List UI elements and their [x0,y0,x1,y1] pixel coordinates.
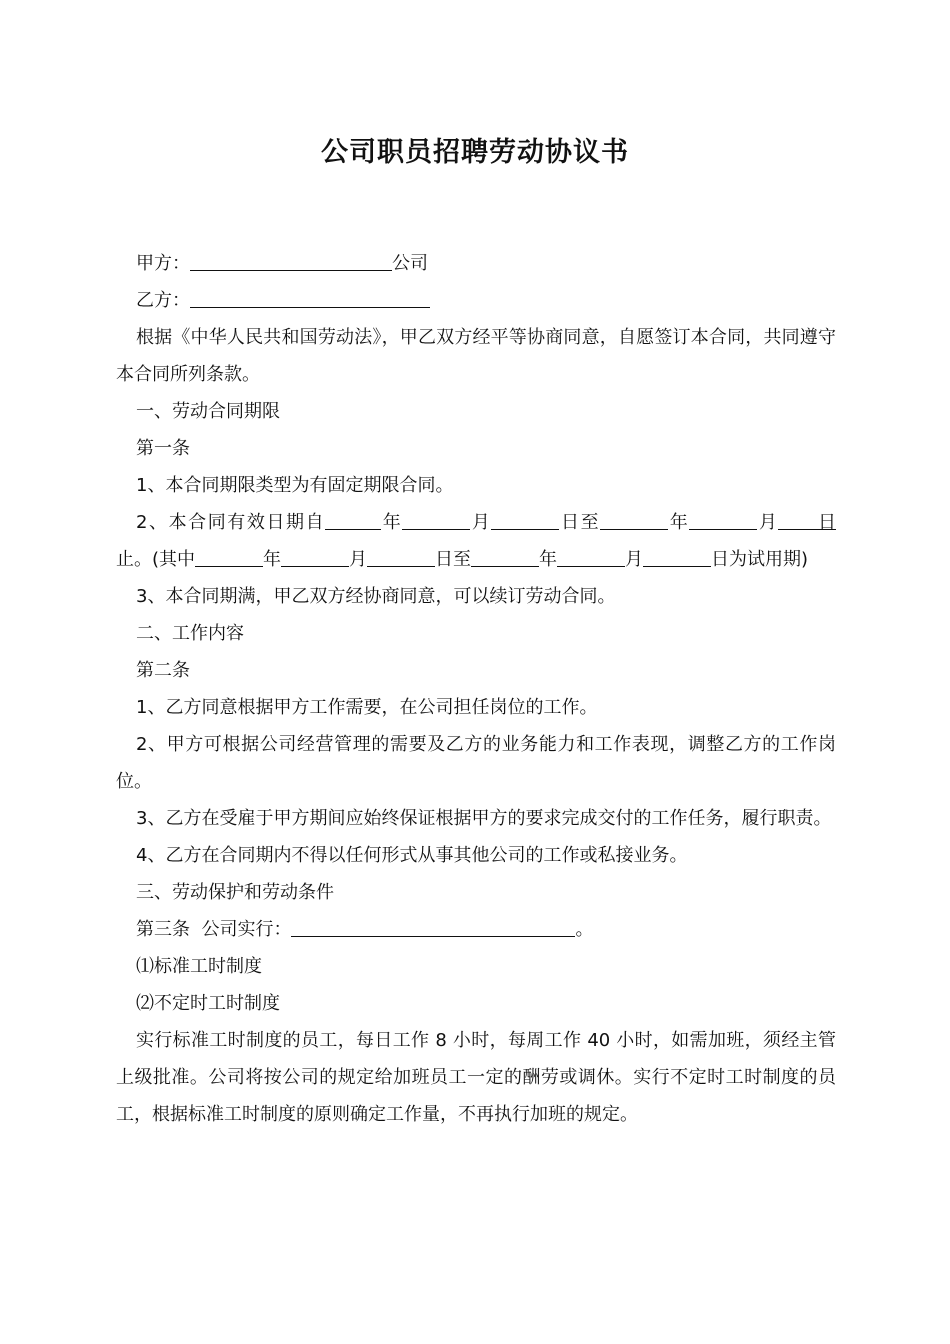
article-1-item-3: 3、本合同期满，甲乙双方经协商同意，可以续订劳动合同。 [136,586,616,607]
party-a-label: 甲方： [136,253,190,274]
trial-end-year-blank [471,547,539,567]
article-1-label: 第一条 [136,438,190,459]
party-a-blank [190,251,392,271]
trial-end-month-blank [557,547,625,567]
party-b-blank [190,288,430,308]
article-1-item-2 [116,504,836,578]
article-1-item-1: 1、本合同期限类型为有固定期限合同。 [136,475,454,496]
article-2-item-3: 3、乙方在受雇于甲方期间应始终保证根据甲方的要求完成交付的工作任务，履行职责。 [136,808,832,829]
document-title: 公司职员招聘劳动协议书 [321,137,629,168]
trial-start-day-blank [367,547,435,567]
end-year-blank [600,510,668,530]
day-to-text: 日至 [435,549,472,570]
option-standard-hours: ⑴标准工时制度 [136,956,262,977]
year-unit: 年 [539,549,558,570]
party-b-label: 乙方： [136,290,190,311]
trial-start-month-blank [281,547,349,567]
start-year-blank [325,510,381,530]
article-3-end: 。 [575,919,594,940]
item-2-text: 2、本合同有效日期自 [136,512,326,533]
day-to-text: 日至 [559,512,601,533]
party-a-line [116,245,836,282]
hours-paragraph: 实行标准工时制度的员工，每日工作 8 小时，每周工作 40 小时，如需加班，须经主管上级批准。公司将按公司的规定给加班员工一定的酬劳或调休。实行不定时工时制度的员工，根据标准工时制度的原则确定工作量，不再执行加班的规定。 [116,1030,836,1125]
section-3-heading: 三、劳动保护和劳动条件 [136,882,334,903]
month-unit: 月 [349,549,368,570]
end-month-blank [689,510,757,530]
section-2-heading: 二、工作内容 [136,623,244,644]
section-1-heading: 一、劳动合同期限 [136,401,280,422]
year-unit: 年 [381,512,403,533]
article-3-label: 第三条 公司实行： [136,919,292,940]
month-unit: 月 [470,512,492,533]
month-unit: 月 [625,549,644,570]
party-b-line [116,282,836,319]
intro-paragraph: 根据《中华人民共和国劳动法》，甲乙双方经平等协商同意，自愿签订本合同，共同遵守本合同所列条款。 [116,327,836,385]
month-unit: 月 [757,512,779,533]
article-2-item-1: 1、乙方同意根据甲方工作需要，在公司担任岗位的工作。 [136,697,598,718]
option-flexible-hours: ⑵不定时工时制度 [136,993,280,1014]
year-unit: 年 [668,512,690,533]
trial-end-day-blank [643,547,711,567]
year-unit: 年 [263,549,282,570]
trial-start-year-blank [195,547,263,567]
article-2-item-4: 4、乙方在合同期内不得以任何形式从事其他公司的工作或私接业务。 [136,845,688,866]
article-2-label: 第二条 [136,660,190,681]
start-day-blank [491,510,559,530]
day-end-trial-text: 日止。(其中 [116,512,837,570]
trial-end-text: 日为试用期) [711,549,809,570]
article-3-line [116,911,836,948]
start-month-blank [402,510,470,530]
article-2-item-2: 2、甲方可根据公司经营管理的需要及乙方的业务能力和工作表现，调整乙方的工作岗位。 [116,734,836,792]
work-hours-system-blank [291,917,575,937]
document-body [116,245,836,1133]
party-a-suffix: 公司 [392,253,428,274]
